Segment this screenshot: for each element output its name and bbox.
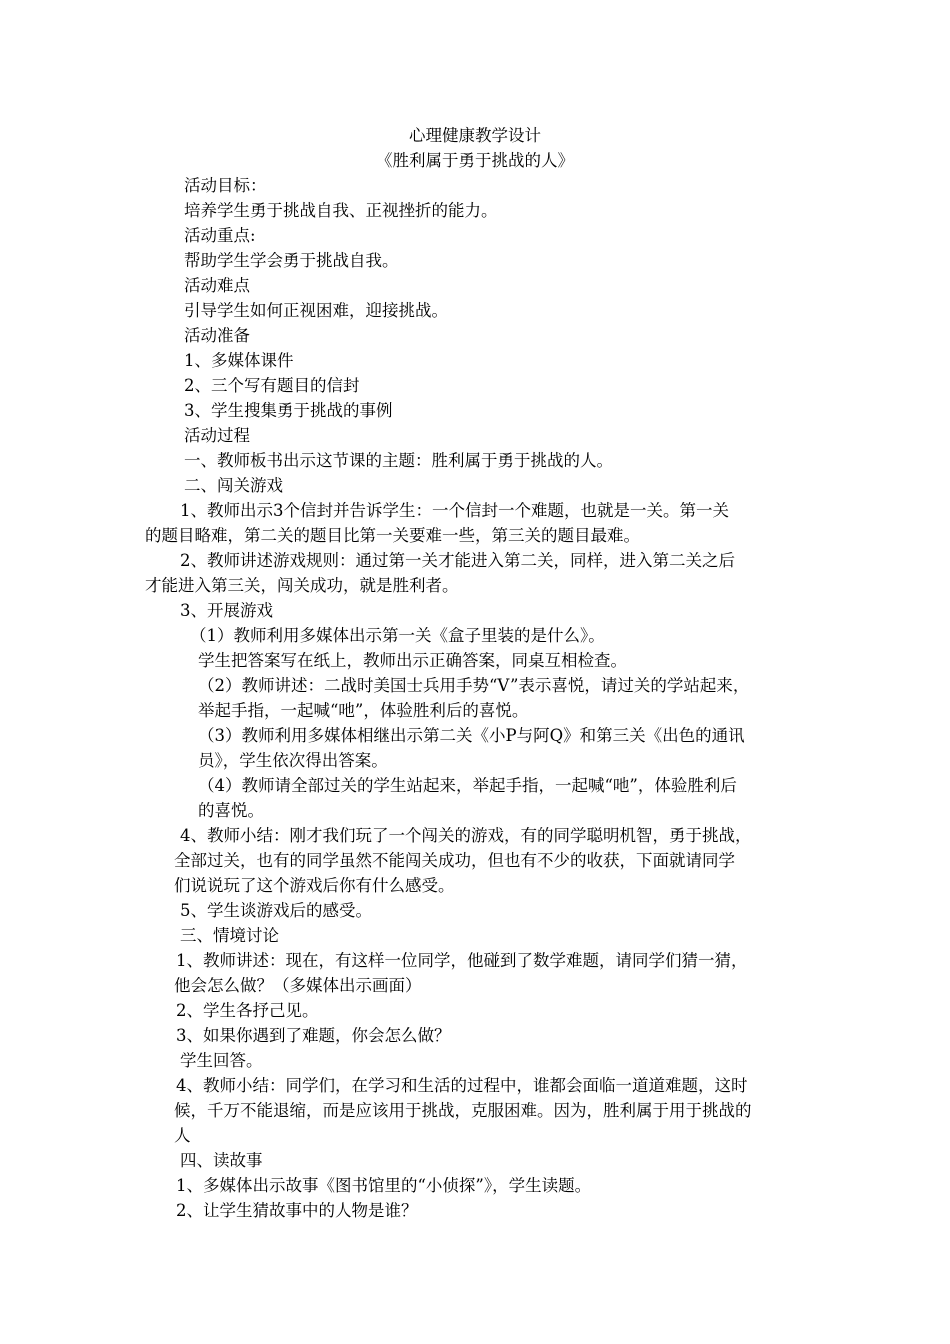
paragraph-line: 1、多媒体出示故事《图书馆里的“小侦探”》，学生读题。: [176, 1176, 592, 1195]
paragraph-line: 1、教师讲述：现在，有这样一位同学，他碰到了数学难题，请同学们猜一猜，: [176, 951, 748, 970]
paragraph-line: 4、教师小结：刚才我们玩了一个闯关的游戏，有的同学聪明机智，勇于挑战，: [180, 826, 752, 845]
paragraph-line: （3）教师利用多媒体相继出示第二关《小P与阿Q》和第三关《出色的通讯: [198, 726, 745, 745]
heading-goal: 活动目标：: [184, 176, 267, 195]
heading-preparation: 活动准备: [184, 326, 250, 345]
list-item: 2、三个写有题目的信封: [184, 376, 360, 395]
paragraph-line: 培养学生勇于挑战自我、正视挫折的能力。: [184, 201, 498, 220]
paragraph-line: 的题目略难，第二关的题目比第一关要难一些，第三关的题目最难。: [145, 526, 640, 545]
list-item: 1、多媒体课件: [184, 351, 294, 370]
heading-difficulty: 活动难点: [184, 276, 250, 295]
paragraph-line: 学生回答。: [180, 1051, 263, 1070]
paragraph-line: 他会怎么做？（多媒体出示画面）: [174, 976, 422, 995]
paragraph-line: 才能进入第三关，闯关成功，就是胜利者。: [145, 576, 459, 595]
heading-process: 活动过程: [184, 426, 250, 445]
paragraph-line: 候，千万不能退缩，而是应该用于挑战，克服困难。因为，胜利属于用于挑战的: [174, 1101, 752, 1120]
paragraph-line: 引导学生如何正视困难，迎接挑战。: [184, 301, 448, 320]
paragraph-line: 3、如果你遇到了难题，你会怎么做？: [176, 1026, 451, 1045]
paragraph-line: 2、学生各抒己见。: [176, 1001, 319, 1020]
paragraph-line: 2、让学生猜故事中的人物是谁？: [176, 1201, 418, 1220]
paragraph-line: 们说说玩了这个游戏后你有什么感受。: [174, 876, 455, 895]
paragraph-line: 2、教师讲述游戏规则：通过第一关才能进入第二关，同样，进入第二关之后: [180, 551, 735, 570]
heading-focus: 活动重点:: [184, 226, 256, 245]
paragraph-line: 4、教师小结：同学们，在学习和生活的过程中，谁都会面临一道道难题，这时: [176, 1076, 748, 1095]
section-heading: 一、教师板书出示这节课的主题：胜利属于勇于挑战的人。: [184, 451, 613, 470]
paragraph-line: 员》，学生依次得出答案。: [198, 751, 388, 770]
list-item: 3、学生搜集勇于挑战的事例: [184, 401, 393, 420]
paragraph-line: 全部过关，也有的同学虽然不能闯关成功，但也有不少的收获，下面就请同学: [174, 851, 735, 870]
doc-subtitle: 《胜利属于勇于挑战的人》: [376, 151, 574, 170]
paragraph-line: （1）教师利用多媒体出示第一关《盒子里装的是什么》。: [190, 626, 605, 645]
paragraph-line: 1、教师出示3个信封并告诉学生：一个信封一个难题，也就是一关。第一关: [180, 501, 729, 520]
paragraph-line: 帮助学生学会勇于挑战自我。: [184, 251, 399, 270]
paragraph-line: 学生把答案写在纸上，教师出示正确答案，同桌互相检查。: [198, 651, 627, 670]
paragraph-line: 的喜悦。: [198, 801, 264, 820]
section-heading: 二、闯关游戏: [184, 476, 283, 495]
paragraph-line: （4）教师请全部过关的学生站起来，举起手指，一起喊“吔”，体验胜利后: [198, 776, 737, 795]
section-heading: 四、读故事: [180, 1151, 263, 1170]
paragraph-line: 人: [174, 1126, 191, 1145]
doc-title: 心理健康教学设计: [409, 126, 541, 145]
paragraph-line: 举起手指，一起喊“吔”，体验胜利后的喜悦。: [198, 701, 529, 720]
paragraph-line: （2）教师讲述：二战时美国士兵用手势“V”表示喜悦，请过关的学站起来，: [198, 676, 750, 695]
paragraph-line: 3、开展游戏: [180, 601, 273, 620]
paragraph-line: 5、学生谈游戏后的感受。: [180, 901, 372, 920]
section-heading: 三、情境讨论: [180, 926, 279, 945]
